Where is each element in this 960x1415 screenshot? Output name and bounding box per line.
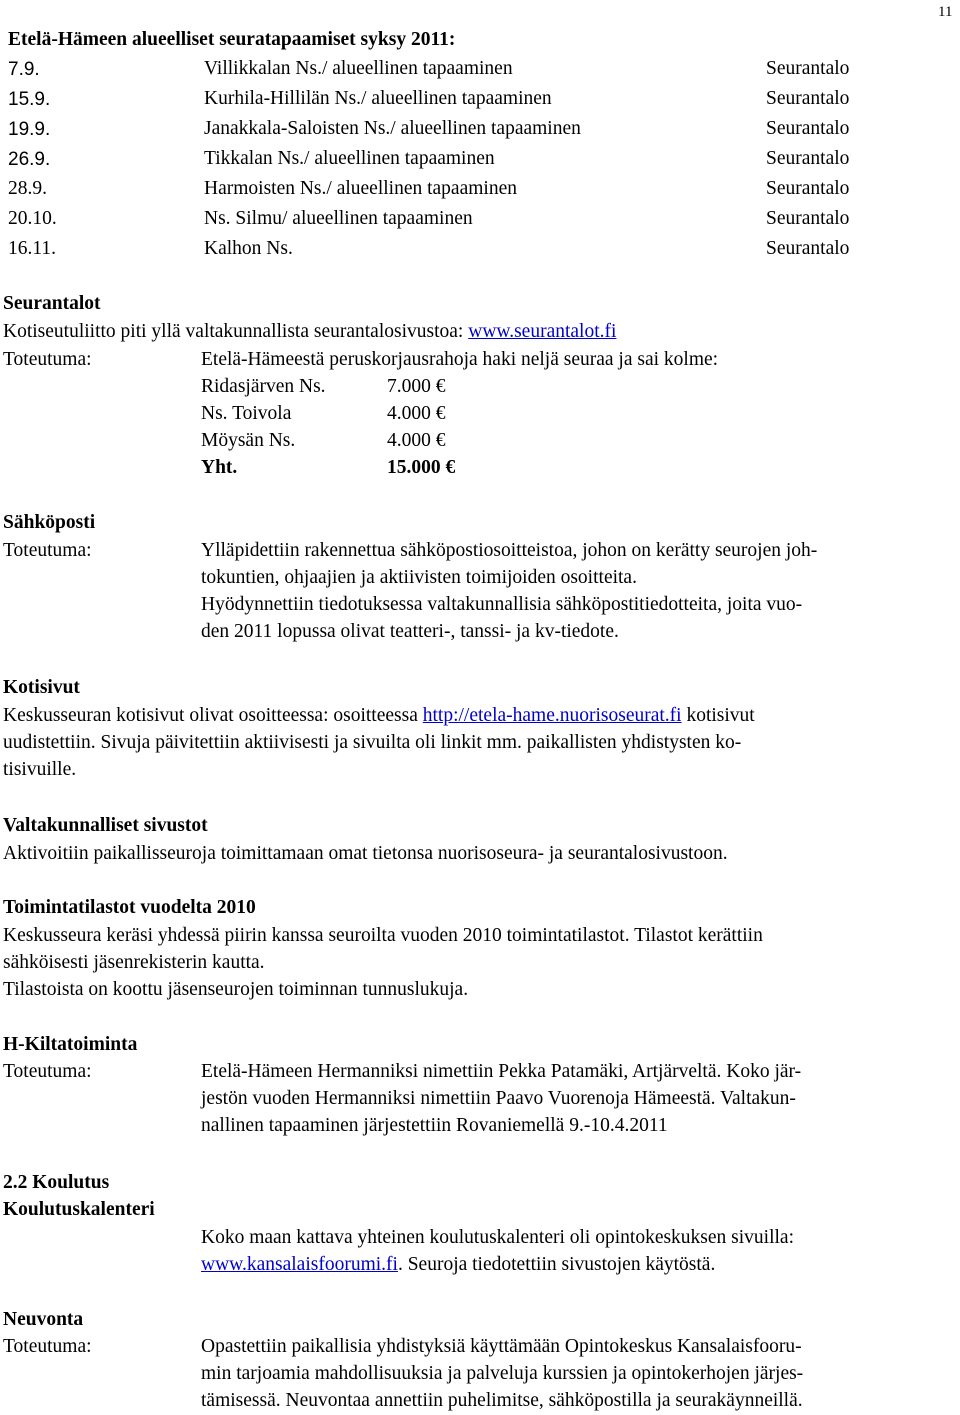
meeting-event: Janakkala-Saloisten Ns./ alueellinen tapaaminen [204,118,581,139]
sahkoposti-line: Ylläpidettiin rakennettua sähköpostiosoitteistoa, johon on kerätty seurojen joh- [201,540,818,561]
kotisivut-line: uudistettiin. Sivuja päivitettiin aktiivisesti ja sivuilta oli linkit mm. paikallisten yhdistysten ko- [3,732,742,753]
hkilta-line: nallinen tapaaminen järjestettiin Rovaniemellä 9.-10.4.2011 [201,1115,668,1136]
meeting-date: 19.9. [8,119,51,140]
grant-amount: 4.000 € [387,430,446,451]
meeting-type: Seurantalo [766,148,850,169]
seurantalot-label: Toteutuma: [3,349,92,370]
kotisivut-line: Keskusseuran kotisivut olivat osoitteessa: osoitteessa http://etela-hame.nuorisoseurat.fi kotisivut [3,705,755,726]
kotisivut-line: tisivuille. [3,759,77,780]
seurantalot-intro: Kotiseutuliitto piti yllä valtakunnallista seurantalosivustoa: www.seurantalot.fi [3,321,617,342]
koulutus-heading: 2.2 Koulutus [3,1172,110,1193]
meeting-event: Kurhila-Hillilän Ns./ alueellinen tapaaminen [204,88,552,109]
grant-name: Ridasjärven Ns. [201,376,326,397]
kotisivut-link[interactable]: http://etela-hame.nuorisoseurat.fi [422,705,682,726]
tilastot-line: sähköisesti jäsenrekisterin kautta. [3,952,265,973]
meeting-date: 20.10. [8,208,57,229]
hkilta-heading: H-Kiltatoiminta [3,1034,138,1055]
meetings-heading: Etelä-Hämeen alueelliset seuratapaamiset syksy 2011: [8,29,456,50]
neuvonta-line: tämisessä. Neuvontaa annettiin puhelimitse, sähköpostilla ja seurakäynneillä. [201,1390,803,1411]
kotisivut-heading: Kotisivut [3,677,80,698]
meeting-event: Villikkalan Ns./ alueellinen tapaaminen [204,58,513,79]
tilastot-line: Tilastoista on koottu jäsenseurojen toiminnan tunnuslukuja. [3,979,469,1000]
sahkoposti-line: den 2011 lopussa olivat teatteri-, tanssi- ja kv-tiedote. [201,621,619,642]
grant-name: Möysän Ns. [201,430,296,451]
meeting-event: Harmoisten Ns./ alueellinen tapaaminen [204,178,517,199]
sahkoposti-heading: Sähköposti [3,512,96,533]
sahkoposti-line: Hyödynnettiin tiedotuksessa valtakunnallisia sähköpostitiedotteita, joita vuo- [201,594,803,615]
valtakunnalliset-text: Aktivoitiin paikallisseuroja toimittamaan omat tietonsa nuorisoseura- ja seurantalosivustoon. [3,843,728,864]
meeting-type: Seurantalo [766,58,850,79]
hkilta-line: Etelä-Hämeen Hermanniksi nimettiin Pekka Patamäki, Artjärveltä. Koko jär- [201,1061,802,1082]
grant-amount: 7.000 € [387,376,446,397]
meeting-date: 7.9. [8,59,40,80]
meeting-date: 28.9. [8,178,47,199]
meeting-event: Kalhon Ns. [204,238,293,259]
valtakunnalliset-heading: Valtakunnalliset sivustot [3,815,208,836]
grant-amount: 4.000 € [387,403,446,424]
grant-total-label: Yht. [201,457,238,478]
hkilta-line: jestön vuoden Hermanniksi nimettiin Paavo Vuorenoja Hämeestä. Valtakun- [201,1088,796,1109]
meeting-event: Ns. Silmu/ alueellinen tapaaminen [204,208,473,229]
meeting-type: Seurantalo [766,238,850,259]
tilastot-heading: Toimintatilastot vuodelta 2010 [3,897,256,918]
neuvonta-line: Opastettiin paikallisia yhdistyksiä käyttämään Opintokeskus Kansalaisfooru- [201,1336,802,1357]
neuvonta-label: Toteutuma: [3,1336,92,1357]
meeting-date: 26.9. [8,149,51,170]
koulutuskalenteri-heading: Koulutuskalenteri [3,1199,155,1220]
meeting-date: 15.9. [8,89,51,110]
kansalaisfoorumi-link[interactable]: www.kansalaisfoorumi.fi [201,1254,398,1275]
meeting-date: 16.11. [8,238,57,259]
meeting-type: Seurantalo [766,118,850,139]
tilastot-line: Keskusseura keräsi yhdessä piirin kanssa seuroilta vuoden 2010 toimintatilastot. Tilastot kerättiin [3,925,763,946]
koulutus-line: www.kansalaisfoorumi.fi. Seuroja tiedotettiin sivustojen käytöstä. [201,1254,716,1275]
meeting-type: Seurantalo [766,178,850,199]
page-number: 11 [938,4,953,20]
grant-total-amount: 15.000 € [387,457,456,478]
meeting-event: Tikkalan Ns./ alueellinen tapaaminen [204,148,495,169]
sahkoposti-label: Toteutuma: [3,540,92,561]
seurantalot-heading: Seurantalot [3,293,101,314]
meeting-type: Seurantalo [766,88,850,109]
neuvonta-line: min tarjoamia mahdollisuuksia ja palveluja kurssien ja opintokerhojen järjes- [201,1363,804,1384]
hkilta-label: Toteutuma: [3,1061,92,1082]
sahkoposti-line: tokuntien, ohjaajien ja aktiivisten toimijoiden osoitteita. [201,567,637,588]
seurantalot-text: Etelä-Hämeestä peruskorjausrahoja haki neljä seuraa ja sai kolme: [201,349,719,370]
grant-name: Ns. Toivola [201,403,292,424]
meeting-type: Seurantalo [766,208,850,229]
seurantalot-link[interactable]: www.seurantalot.fi [468,321,617,342]
neuvonta-heading: Neuvonta [3,1309,84,1330]
koulutus-line: Koko maan kattava yhteinen koulutuskalenteri oli opintokeskuksen sivuilla: [201,1227,795,1248]
